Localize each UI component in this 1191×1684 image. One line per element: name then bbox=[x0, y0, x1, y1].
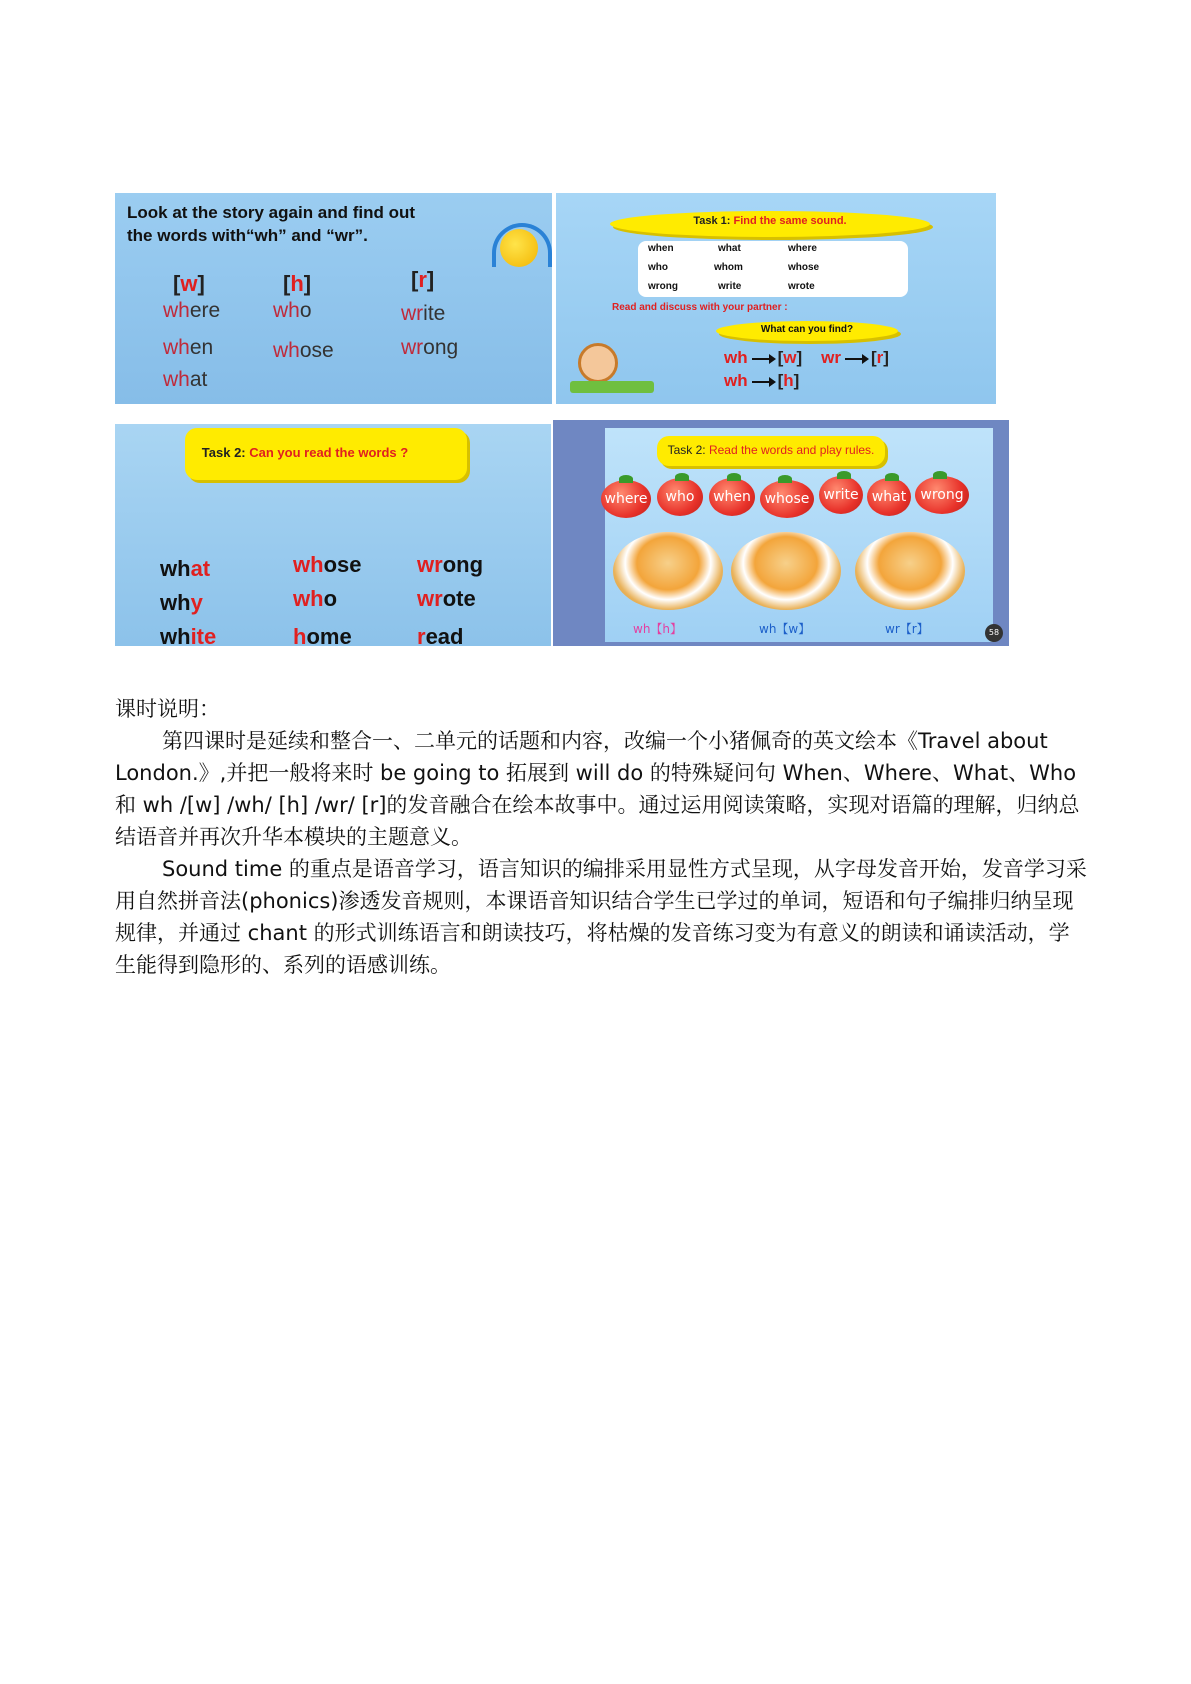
grid-word: where bbox=[788, 243, 817, 254]
tomato-word[interactable]: write bbox=[819, 476, 863, 514]
slide-find-words bbox=[115, 193, 552, 404]
slide-task1 bbox=[556, 193, 996, 404]
basket-icon[interactable] bbox=[855, 532, 965, 610]
lesson-description bbox=[115, 693, 1090, 981]
basket-label: wh【h】 bbox=[633, 622, 683, 636]
slide-heading: Look at the story again and find out the words with“wh” and “wr”. bbox=[127, 203, 416, 245]
word-column-3: wrong wrote read bbox=[417, 552, 484, 646]
section-heading: 课时说明： bbox=[115, 697, 220, 721]
tomato-word[interactable]: what bbox=[867, 478, 911, 516]
grid-word: write bbox=[718, 281, 742, 292]
ipa-symbol: [h] bbox=[283, 271, 312, 296]
page-counter-badge: 58 bbox=[985, 624, 1003, 642]
column-h bbox=[283, 271, 311, 297]
slide-task2-game bbox=[553, 420, 1009, 646]
question-text: What can you find? bbox=[760, 324, 854, 335]
ipa-symbol: [w] bbox=[173, 271, 205, 296]
task-title: Task 2: Can you read the words ? bbox=[201, 445, 409, 460]
task-title: Task 2: Read the words and play rules. bbox=[667, 443, 875, 457]
tomato-word[interactable]: wrong bbox=[915, 476, 969, 514]
word-when: when bbox=[163, 336, 214, 359]
headphones-icon bbox=[492, 223, 552, 267]
tomato-word[interactable]: whose bbox=[760, 480, 814, 518]
desk-icon bbox=[570, 381, 654, 393]
basket-icon[interactable] bbox=[613, 532, 723, 610]
grid-word: wrote bbox=[788, 281, 815, 292]
word-whose: whose bbox=[273, 339, 334, 362]
grid-word: who bbox=[648, 262, 668, 273]
paragraph: 第四课时是延续和整合一、二单元的话题和内容，改编一个小猪佩奇的英文绘本《Travel about London.》,并把一般将来时 be going to 拓展到 will do 的特殊疑问句 When、Where、What、Who 和 wh /[w] /wh/ [h] /wr/ [r]的发音融合在绘本故事中。通过运用阅读策略，实现对语篇的理解，归纳总结语音并再次升华本模块的主题意义。 bbox=[115, 729, 1080, 849]
grid-word: whom bbox=[714, 262, 743, 273]
tomato-word[interactable]: when bbox=[709, 478, 755, 516]
grid-word: when bbox=[648, 243, 674, 254]
teacher-icon bbox=[578, 343, 618, 383]
rule-row-2: wh [h] bbox=[724, 371, 800, 390]
column-w bbox=[173, 271, 205, 297]
grid-word: wrong bbox=[648, 281, 678, 292]
ipa-symbol: [r] bbox=[411, 267, 435, 292]
word-where: where bbox=[163, 299, 221, 322]
word-grid bbox=[638, 241, 908, 297]
word-what: what bbox=[163, 368, 208, 391]
column-r bbox=[411, 267, 434, 293]
tomato-word[interactable]: who bbox=[657, 478, 703, 516]
word-column-1: what why white bbox=[160, 556, 217, 646]
grid-word: what bbox=[718, 243, 741, 254]
grid-word: whose bbox=[788, 262, 820, 273]
tomato-word[interactable]: where bbox=[601, 480, 651, 518]
word-who: who bbox=[273, 299, 312, 322]
basket-label: wh【w】 bbox=[759, 622, 811, 636]
slide-task2-read bbox=[115, 424, 551, 646]
rule-row-1: wh [w] wr [r] bbox=[724, 348, 889, 367]
instruction-text: Read and discuss with your partner : bbox=[612, 302, 788, 313]
word-wrong: wrong bbox=[401, 336, 459, 359]
basket-label: wr【r】 bbox=[885, 622, 929, 636]
word-column-2: whose who home bbox=[293, 552, 362, 646]
word-write: write bbox=[401, 302, 446, 325]
task-title: Task 1: Find the same sound. bbox=[693, 215, 847, 227]
paragraph: Sound time 的重点是语音学习，语言知识的编排采用显性方式呈现，从字母发音开始，发音学习采用自然拼音法(phonics)渗透发音规则，本课语音知识结合学生已学过的单词，短语和句子编排归纳呈现规律，并通过 chant 的形式训练语言和朗读技巧，将枯燥的发音练习变为有意义的朗读和诵读活动，学生能得到隐形的、系列的语感训练。 bbox=[115, 857, 1087, 977]
basket-icon[interactable] bbox=[731, 532, 841, 610]
